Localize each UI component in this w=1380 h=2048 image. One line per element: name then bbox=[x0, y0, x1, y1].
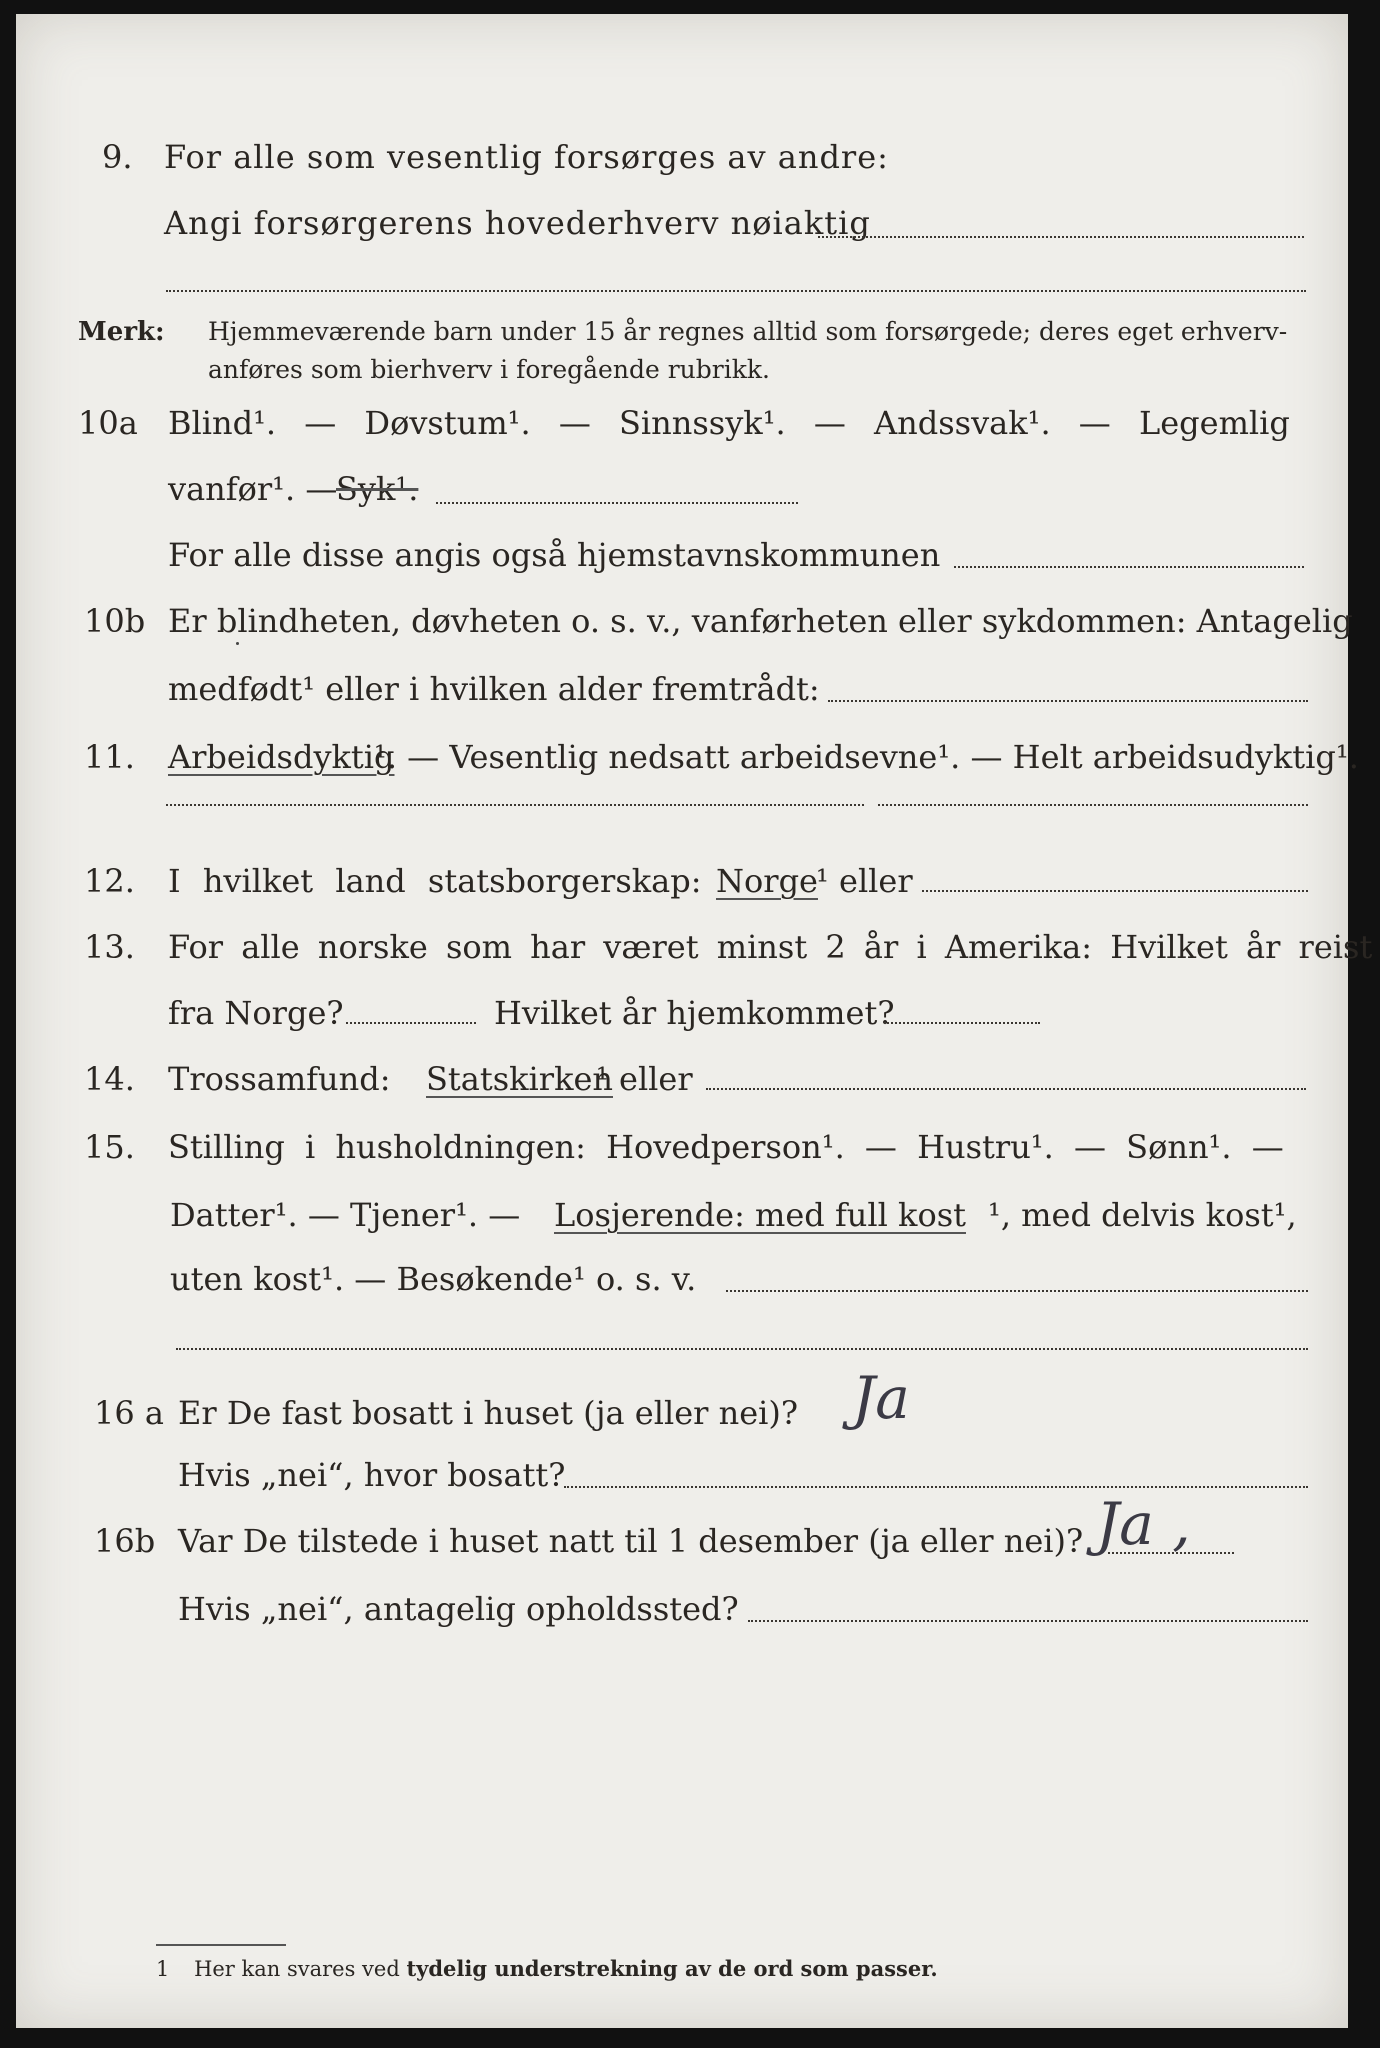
q16a-hvis-nei: Hvis „nei“, hvor bosatt? bbox=[178, 1456, 566, 1494]
q15-number: 15. bbox=[84, 1128, 135, 1166]
census-form-page bbox=[16, 14, 1373, 2028]
q13-line2 bbox=[16, 988, 1348, 1038]
q12-line bbox=[16, 856, 1348, 906]
q14-number: 14. bbox=[84, 1060, 135, 1098]
q10b-answer-line bbox=[828, 700, 1308, 702]
q10a-hjemstavn: For alle disse angis også hjemstavnskommunen bbox=[168, 536, 941, 574]
q15-line3 bbox=[16, 1254, 1348, 1304]
q10b-question-2: medfødt¹ eller i hvilken alder fremtrådt: bbox=[168, 670, 820, 708]
q11-number: 11. bbox=[84, 738, 135, 776]
q14-question: Trossamfund: bbox=[168, 1060, 391, 1098]
q10b-line1 bbox=[16, 596, 1353, 646]
q16a-answer-line bbox=[564, 1486, 1308, 1488]
q12-answer-line bbox=[922, 890, 1308, 892]
q15-options-b: ¹, med delvis kost¹, bbox=[988, 1196, 1297, 1234]
q15-line1 bbox=[16, 1122, 1348, 1172]
q12-selected-option: Norge bbox=[716, 862, 818, 900]
q16a-line1 bbox=[16, 1388, 1348, 1438]
q11-selected-option: Arbeidsdyktig bbox=[168, 738, 395, 776]
q12-suffix: ¹ eller bbox=[816, 862, 913, 900]
q15-line2 bbox=[16, 1190, 1348, 1240]
q13-hjemkommet: Hvilket år hjemkommet? bbox=[494, 994, 895, 1032]
q11-line bbox=[16, 732, 1359, 782]
q10a-number: 10a bbox=[78, 404, 138, 442]
q11-answer-line-a bbox=[166, 804, 864, 806]
footnote bbox=[156, 1954, 938, 1984]
footnote-text-b: tydelig understrekning av de ord som passer. bbox=[406, 1956, 938, 1981]
q15-question: Stilling i husholdningen: Hovedperson¹. — Hustru¹. — Sønn¹. — bbox=[168, 1128, 1284, 1166]
q13-number: 13. bbox=[84, 928, 135, 966]
q16b-answer-line-2 bbox=[748, 1620, 1308, 1622]
q10a-options: Blind¹. — Døvstum¹. — Sinnssyk¹. — Andssvak¹. — Legemlig bbox=[168, 404, 1290, 442]
q16b-line2 bbox=[16, 1584, 1348, 1634]
q10a-line1 bbox=[16, 398, 1348, 448]
q14-answer-line bbox=[706, 1088, 1306, 1090]
q13-question: For alle norske som har været minst 2 år i Amerika: Hvilket år reist bbox=[168, 928, 1373, 966]
q10a-vanfor: vanfør¹. — bbox=[168, 470, 338, 508]
note-text-1: Hjemmeværende barn under 15 år regnes alltid som forsørgede; deres eget erhverv- bbox=[208, 317, 1288, 346]
q9-question: Angi forsørgerens hovederhverv nøiaktig bbox=[164, 204, 871, 242]
q10a-answer-line bbox=[436, 502, 798, 504]
q16a-question: Er De fast bosatt i huset (ja eller nei)? bbox=[178, 1394, 799, 1432]
q16b-number: 16b bbox=[94, 1522, 156, 1560]
q16b-handwritten-answer: Ja , bbox=[1096, 1490, 1191, 1558]
q9-number: 9. bbox=[102, 138, 133, 176]
q14-suffix: ¹ eller bbox=[596, 1060, 693, 1098]
q15-options-a: Datter¹. — Tjener¹. — bbox=[170, 1196, 521, 1234]
q9-line2 bbox=[16, 198, 1348, 248]
q11-other-options: ¹. — Vesentlig nedsatt arbeidsevne¹. — Helt arbeidsudyktig¹. bbox=[374, 738, 1359, 776]
q16b-hvis-nei: Hvis „nei“, antagelig opholdssted? bbox=[178, 1590, 739, 1628]
note-line1 bbox=[16, 312, 1348, 352]
q12-question: I hvilket land statsborgerskap: bbox=[168, 862, 702, 900]
q12-number: 12. bbox=[84, 862, 135, 900]
q15-selected-option: Losjerende: med full kost bbox=[554, 1196, 966, 1234]
q11-answer-line-b bbox=[878, 804, 1308, 806]
q16a-number: 16 a bbox=[94, 1394, 164, 1432]
q10a-syk: Syk¹. bbox=[336, 470, 419, 508]
q10a-hjemstavn-line bbox=[954, 566, 1304, 568]
q13-reist-line bbox=[346, 1022, 476, 1024]
q13-reist: fra Norge? bbox=[168, 994, 344, 1032]
q10b-line2 bbox=[16, 664, 1348, 714]
q14-selected-option: Statskirken bbox=[426, 1060, 613, 1098]
note-text-2: anføres som bierhverv i foregående rubrikk. bbox=[208, 355, 770, 384]
note-line2 bbox=[16, 350, 1348, 390]
q15-options-c: uten kost¹. — Besøkende¹ o. s. v. bbox=[170, 1260, 697, 1298]
q15-answer-line bbox=[726, 1290, 1308, 1292]
q10a-line3 bbox=[16, 530, 1348, 580]
q10a-line2 bbox=[16, 464, 1348, 514]
q9-answer-line bbox=[818, 236, 1304, 238]
q9-answer-line-2 bbox=[166, 290, 1306, 292]
q10b-number: 10b bbox=[84, 602, 146, 640]
q16b-question: Var De tilstede i huset natt til 1 desember (ja eller nei)? bbox=[178, 1522, 1084, 1560]
q13-hjemkommet-line bbox=[884, 1022, 1040, 1024]
footnote-text-a: Her kan svares ved bbox=[194, 1957, 400, 1981]
footnote-mark: 1 bbox=[156, 1957, 170, 1981]
ink-mark bbox=[236, 642, 239, 645]
q10b-question: Er blindheten, døvheten o. s. v., vanførheten eller sykdommen: Antagelig bbox=[168, 602, 1353, 640]
q9-text: For alle som vesentlig forsørges av andre: bbox=[164, 138, 889, 176]
q16a-handwritten-answer: Ja bbox=[852, 1364, 910, 1432]
q14-line bbox=[16, 1054, 1348, 1104]
note-label: Merk: bbox=[78, 317, 165, 347]
q9-line1 bbox=[16, 132, 1348, 182]
footnote-rule bbox=[156, 1944, 286, 1946]
q13-line1 bbox=[16, 922, 1373, 972]
q16b-answer-line bbox=[1108, 1552, 1234, 1554]
q15-answer-line-2 bbox=[176, 1348, 1308, 1350]
